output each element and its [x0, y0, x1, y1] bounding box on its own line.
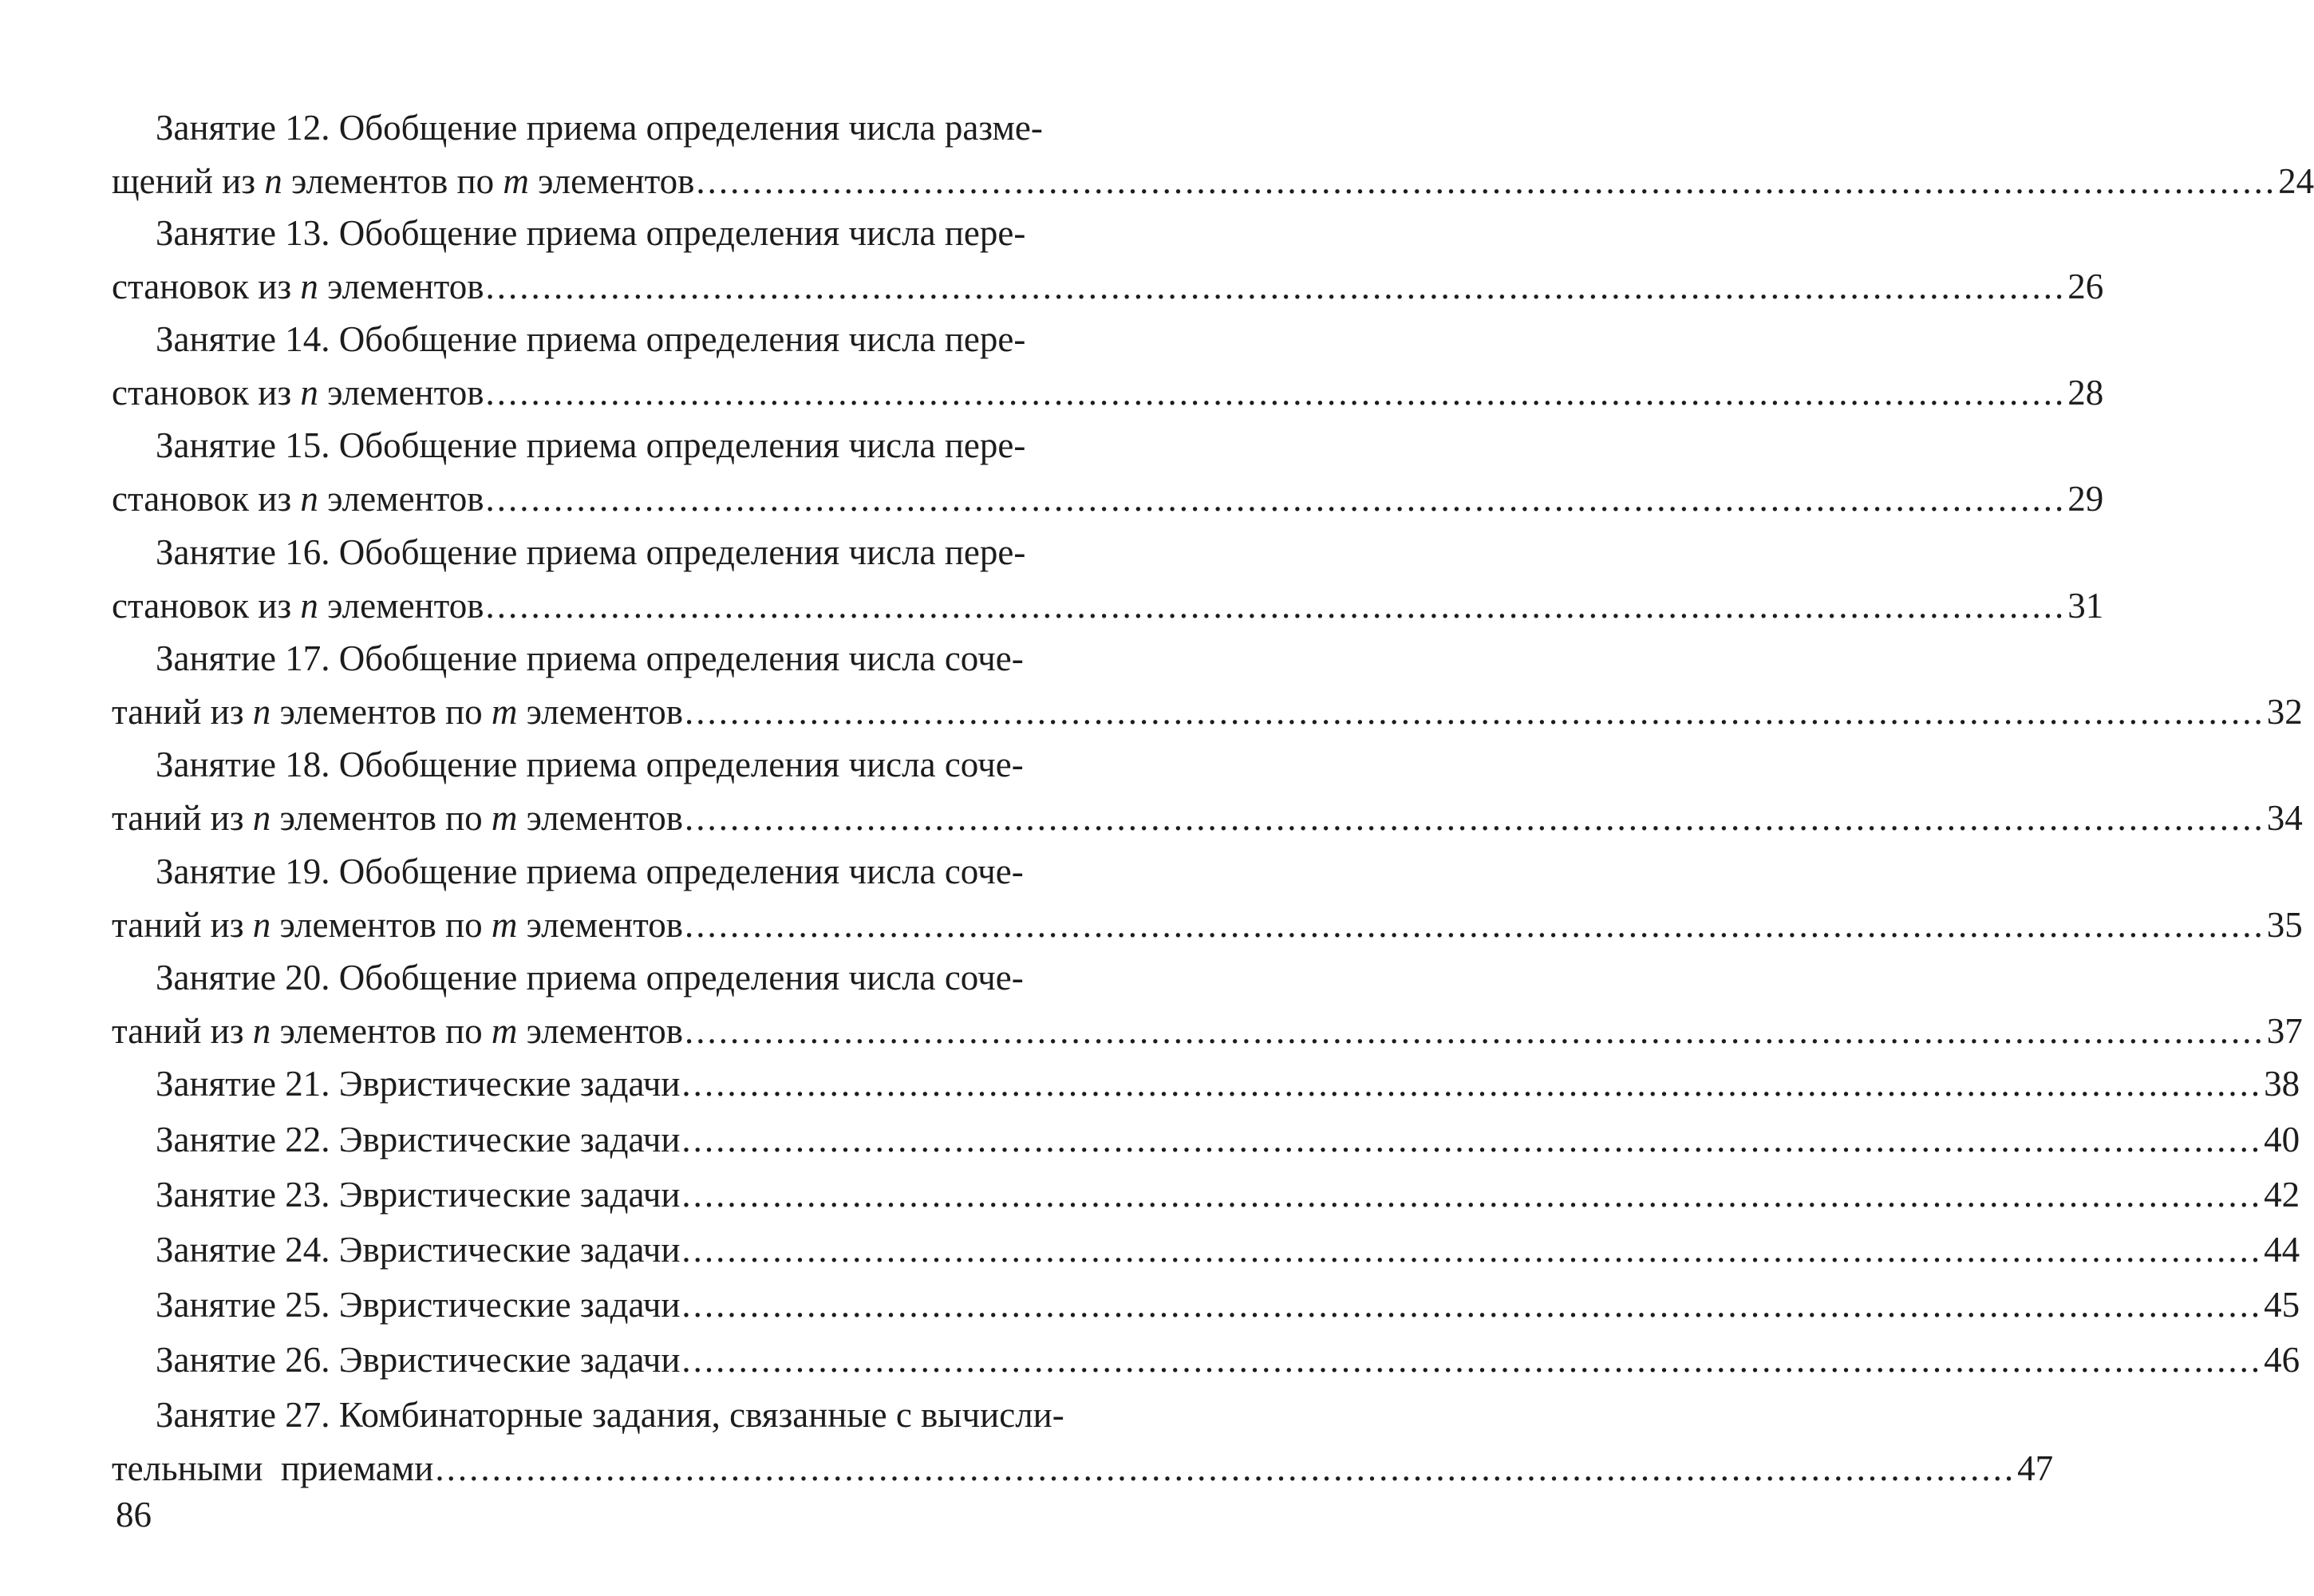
toc-entry-25: Занятие 25. Эвристические задачи ........................................................................................................................................... 45: [156, 1281, 1149, 1329]
toc-page-number: 38: [2264, 1064, 2300, 1104]
toc-entry-15-continuation: становок из n элементов ........................................................................................................................................... 29: [112, 475, 1149, 523]
toc-entry-17-continuation: таний из n элементов по m элементов ........................................................................................................................................... 32: [112, 688, 1149, 736]
toc-entry-18-title: Занятие 18. Обобщение приема определения числа соче-: [156, 745, 1024, 784]
toc-page-number: 47: [2017, 1448, 2054, 1488]
toc-entry-21: Занятие 21. Эвристические задачи ........................................................................................................................................... 38: [156, 1060, 1149, 1108]
toc-page-number: 35: [2266, 905, 2303, 945]
toc-page-number: 29: [2067, 479, 2104, 519]
toc-entry-14-continuation: становок из n элементов ........................................................................................................................................... 28: [112, 369, 1149, 417]
toc-entry-27-title: Занятие 27. Комбинаторные задания, связанные с вычисли-: [156, 1395, 1064, 1435]
toc-entry-19-title: Занятие 19. Обобщение приема определения числа соче-: [156, 851, 1024, 891]
dot-leader: ...........................................................................................................................................: [681, 1340, 2263, 1380]
dot-leader: ...........................................................................................................................................: [681, 1230, 2263, 1270]
toc-page-number: 31: [2067, 586, 2104, 626]
toc-page-number: 46: [2264, 1340, 2300, 1380]
dot-leader: ...........................................................................................................................................: [696, 161, 2277, 201]
toc-entry-20-title: Занятие 20. Обобщение приема определения числа соче-: [156, 958, 1024, 998]
toc-page-number: 26: [2067, 267, 2104, 306]
toc-entry-12-continuation: щений из n элементов по m элементов ........................................................................................................................................... 24: [112, 157, 1149, 205]
dot-leader: ...........................................................................................................................................: [684, 692, 2265, 732]
toc-entry-23: Занятие 23. Эвристические задачи ........................................................................................................................................... 42: [156, 1171, 1149, 1219]
dot-leader: ...........................................................................................................................................: [435, 1448, 2016, 1488]
toc-entry-15-title: Занятие 15. Обобщение приема определения числа пере-: [156, 425, 1026, 465]
dot-leader: ...........................................................................................................................................: [485, 586, 2067, 626]
toc-entry-18-continuation: таний из n элементов по m элементов ........................................................................................................................................... 34: [112, 794, 1149, 842]
dot-leader: ...........................................................................................................................................: [684, 1011, 2265, 1051]
toc-entry-16-title: Занятие 16. Обобщение приема определения числа пере-: [156, 532, 1026, 572]
toc-page-number: 24: [2278, 161, 2314, 201]
toc-entry-19-continuation: таний из n элементов по m элементов ........................................................................................................................................... 35: [112, 901, 1149, 949]
toc-entry-24: Занятие 24. Эвристические задачи ........................................................................................................................................... 44: [156, 1226, 1149, 1274]
toc-entry-12-title: Занятие 12. Обобщение приема определения числа разме-: [156, 108, 1043, 148]
toc-page-number: 37: [2266, 1011, 2303, 1051]
toc-entry-27-continuation: тельными приемами ........................................................................................................................................... 47: [112, 1444, 1149, 1492]
toc-entry-13-title: Занятие 13. Обобщение приема определения числа пере-: [156, 213, 1026, 253]
toc-entry-13-continuation: становок из n элементов ........................................................................................................................................... 26: [112, 263, 1149, 310]
toc-page-number: 28: [2067, 373, 2104, 413]
dot-leader: ...........................................................................................................................................: [485, 373, 2067, 413]
toc-page-number: 40: [2264, 1120, 2300, 1159]
dot-leader: ...........................................................................................................................................: [684, 798, 2265, 838]
page-number: 86: [116, 1495, 152, 1535]
toc-entry-17-title: Занятие 17. Обобщение приема определения числа соче-: [156, 638, 1024, 678]
toc-page-number: 32: [2266, 692, 2303, 732]
toc-entry-22: Занятие 22. Эвристические задачи ........................................................................................................................................... 40: [156, 1116, 1149, 1163]
toc-entry-14-title: Занятие 14. Обобщение приема определения числа пере-: [156, 319, 1026, 359]
dot-leader: ...........................................................................................................................................: [684, 905, 2265, 945]
dot-leader: ...........................................................................................................................................: [681, 1120, 2263, 1159]
dot-leader: ...........................................................................................................................................: [485, 267, 2067, 306]
dot-leader: ...........................................................................................................................................: [485, 479, 2067, 519]
toc-entry-26: Занятие 26. Эвристические задачи ........................................................................................................................................... 46: [156, 1336, 1149, 1384]
toc-page-number: 44: [2264, 1230, 2300, 1270]
toc-entry-16-continuation: становок из n элементов ........................................................................................................................................... 31: [112, 582, 1149, 630]
toc-page-number: 42: [2264, 1175, 2300, 1215]
toc-page-number: 45: [2264, 1285, 2300, 1325]
toc-entry-20-continuation: таний из n элементов по m элементов ........................................................................................................................................... 37: [112, 1007, 1149, 1055]
dot-leader: ...........................................................................................................................................: [681, 1064, 2263, 1104]
toc-page-number: 34: [2266, 798, 2303, 838]
dot-leader: ...........................................................................................................................................: [681, 1175, 2263, 1215]
dot-leader: ...........................................................................................................................................: [681, 1285, 2263, 1325]
